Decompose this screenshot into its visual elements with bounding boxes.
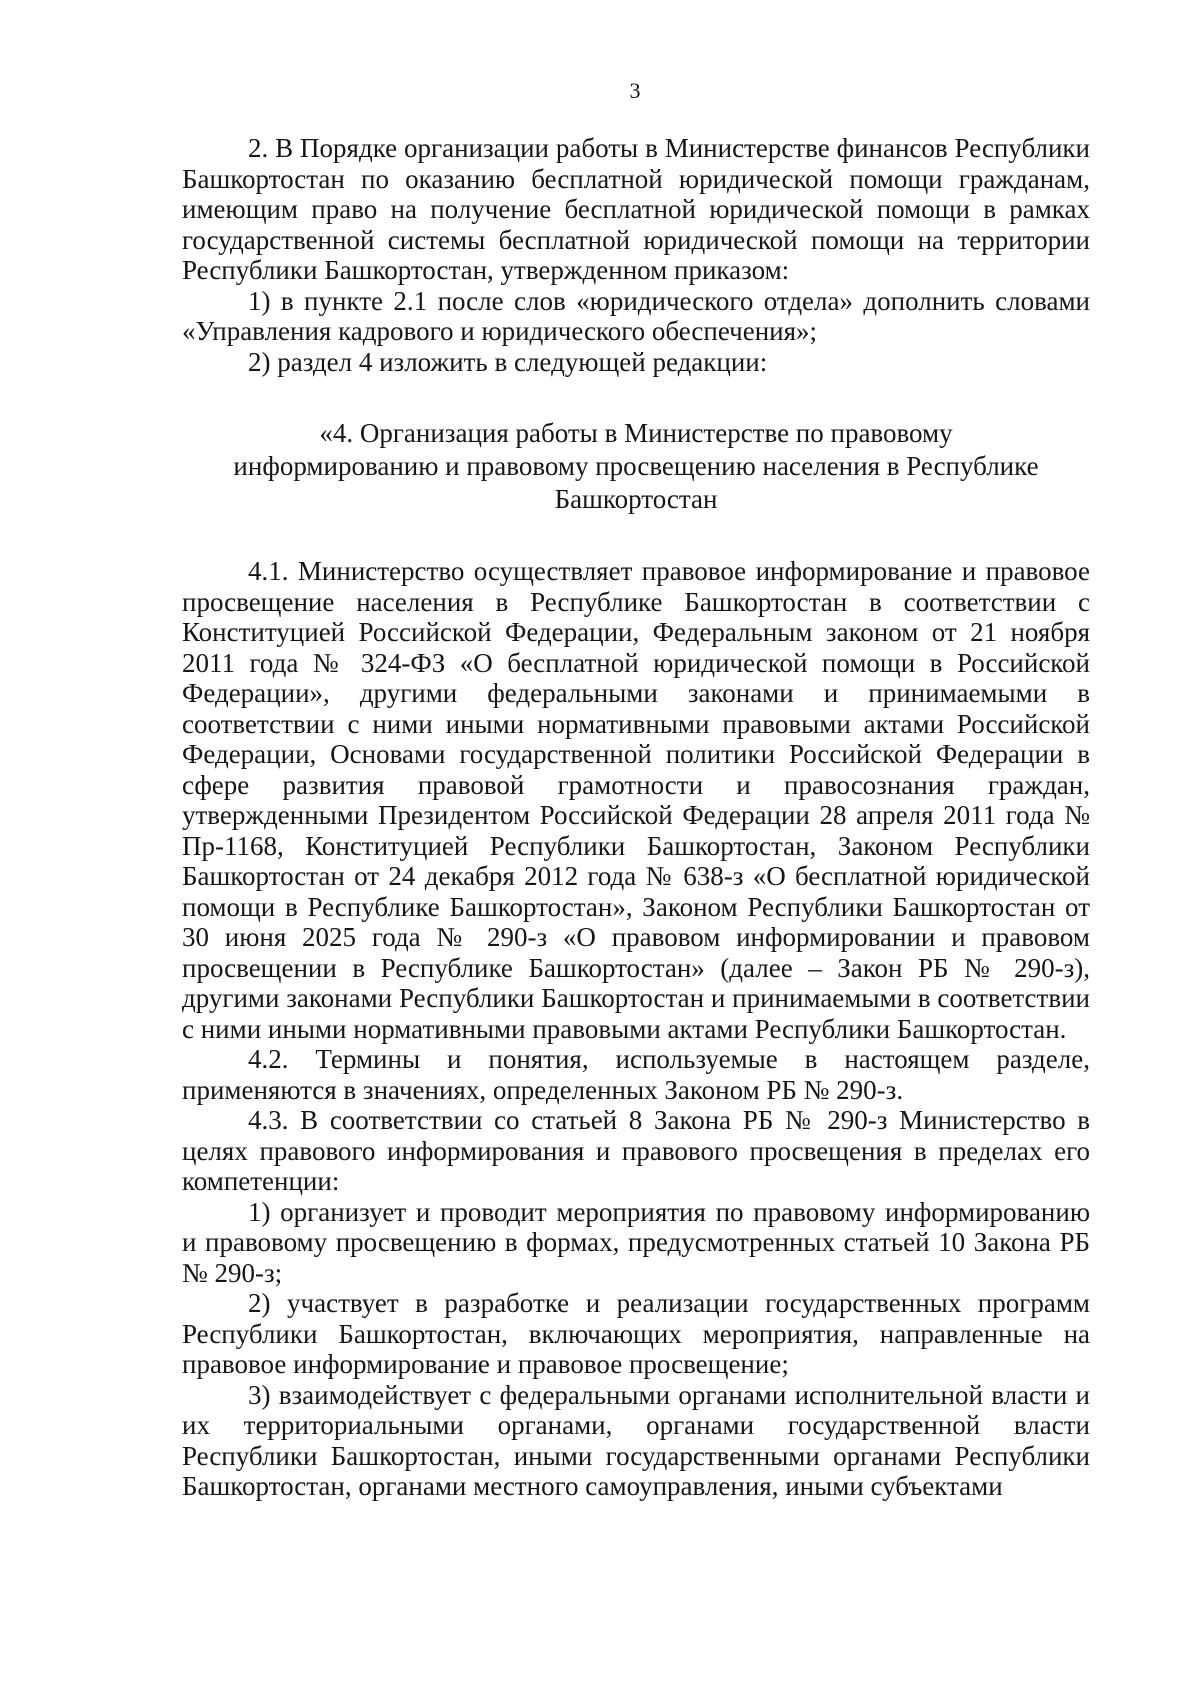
paragraph-2: 2. В Порядке организации работы в Министерстве финансов Республики Башкортостан по оказанию бесплатной юридической помощи гражданам, имеющим право на получение бесплатной юридической помощи в рамках государственной системы бесплатной юридической помощи на территории Республики Башкортостан, утвержденном приказом:: [182, 133, 1090, 285]
paragraph-2-item-2: 2) раздел 4 изложить в следующей редакции:: [248, 346, 768, 377]
section-heading: [182, 417, 1090, 516]
paragraph-4-3-item-2: 2) участвует в разработке и реализации государственных программ Республики Башкортостан, включающих мероприятия, направленные на правовое информирование и правовое просвещение;: [182, 1288, 1090, 1379]
paragraph-4-3-item-3: 3) взаимодействует с федеральными органами исполнительной власти и их территориальными органами, органами государственной власти Республики Башкортостан, иными государственными органами Республики Башкортостан, органами местного самоуправления, иными субъектами: [182, 1379, 1090, 1501]
paragraph-4-1: 4.1. Министерство осуществляет правовое информирование и правовое просвещение населения в Республике Башкортостан в соответствии с Конституцией Российской Федерации, Федеральным законом от 21 ноября 2011 года № 324-ФЗ «О бесплатной юридической помощи в Российской Федерации», другими федеральными законами и принимаемыми в соответствии с ними иными нормативными правовыми актами Российской Федерации, Основами государственной политики Российской Федерации в сфере развития правовой грамотности и правосознания граждан, утвержденными Президентом Российской Федерации 28 апреля 2011 года № Пр-1168, Конституцией Республики Башкортостан, Законом Республики Башкортостан от 24 декабря 2012 года № 638-з «О бесплатной юридической помощи в Республике Башкортостан», Законом Республики Башкортостан от 30 июня 2025 года № 290-з «О правовом информировании и правовом просвещении в Республике Башкортостан» (далее – Закон РБ № 290-з), другими законами Республики Башкортостан и принимаемыми в соответствии с ними иными нормативными правовыми актами Республики Башкортостан.: [182, 556, 1090, 1044]
section-heading-line-2: информированию и правовому просвещению населения в Республике: [233, 451, 1039, 481]
paragraph-4-3-item-1: 1) организует и проводит мероприятия по правовому информированию и правовому просвещению в формах, предусмотренных статьей 10 Закона РБ № 290-з;: [182, 1196, 1090, 1288]
page-number: 3: [629, 78, 641, 103]
section-heading-line-1: «4. Организация работы в Министерстве по правовому: [319, 418, 953, 448]
section-heading-line-3: Башкортостан: [554, 484, 718, 514]
paragraph-2-item-1: 1) в пункте 2.1 после слов «юридического отдела» дополнить словами «Управления кадрового и юридического обеспечения»;: [182, 285, 1090, 346]
paragraph-4-3: 4.3. В соответствии со статьей 8 Закона РБ № 290-з Министерство в целях правового информирования и правового просвещения в пределах его компетенции:: [182, 1105, 1090, 1196]
document-body: [182, 133, 1090, 1502]
paragraph-4-2: 4.2. Термины и понятия, используемые в настоящем разделе, применяются в значениях, определенных Законом РБ № 290-з.: [182, 1044, 1090, 1105]
